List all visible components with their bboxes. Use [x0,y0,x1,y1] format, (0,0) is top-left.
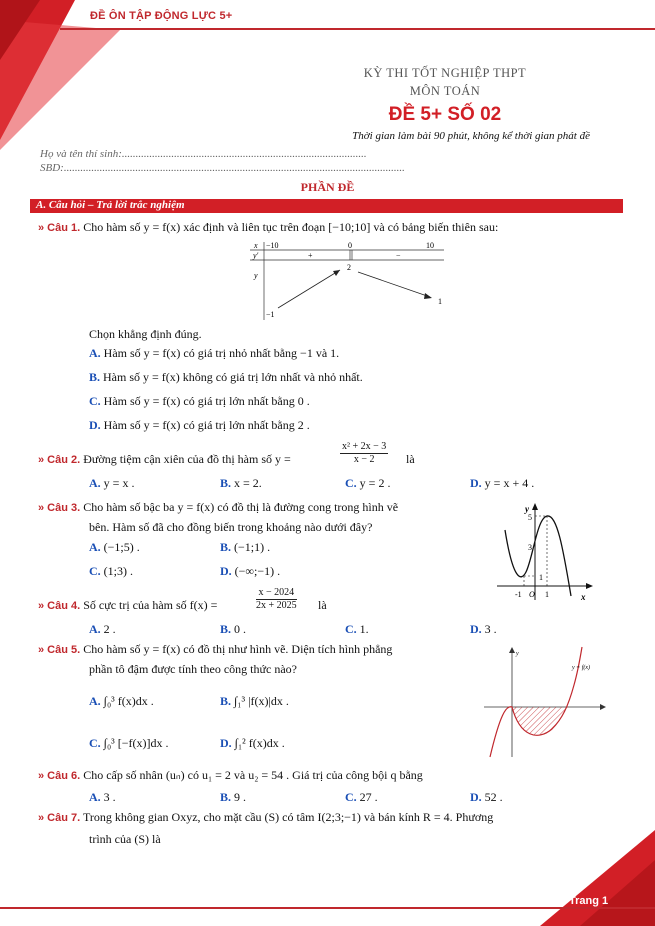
table-y-label: y [254,271,258,280]
time-note: Thời gian làm bài 90 phút, không kể thời gian phát đề [352,130,590,142]
corner-decoration-top [0,0,120,150]
q4-fraction [256,587,297,612]
question-text: Cho hàm số y = f(x) có đồ thị như hình vẽ. Diện tích hình phẳng [83,642,393,656]
option-letter: A. [89,540,101,554]
q2-option-c[interactable] [345,476,390,491]
question-label: » Câu 7. [38,812,81,824]
option-text: (−1;5) . [103,540,140,554]
table-y-val: 1 [438,297,442,306]
option-letter: B. [220,476,232,490]
question-label: » Câu 3. [38,502,81,514]
exam-code: ĐỀ 5+ SỐ 02 [388,104,502,125]
option-letter: C. [89,394,101,408]
q1-prompt: Chọn khẳng định đúng. [89,327,202,341]
option-letter: C. [89,736,101,750]
q3-cubic-graph [495,500,595,602]
q2-option-d[interactable] [470,476,534,491]
option-text: 9 . [234,790,247,804]
page-number: Trang 1 [569,895,609,907]
graph-y-label: y [516,651,519,657]
q5-function-graph [482,645,607,760]
q2-option-a[interactable] [89,476,134,491]
question-6 [38,768,423,784]
table-y-val: 2 [347,263,351,272]
graph-tick-x: -1 [515,590,522,599]
option-text: 3 . [484,622,497,636]
option-text: x = 2. [234,476,262,490]
option-text: 2 . [103,622,116,636]
q5-option-b[interactable] [220,694,289,709]
option-text: (−∞;−1) . [234,564,281,578]
question-text: Cho cấp số nhân (uₙ) có u₁ = 2 và u₂ = 54 . Giá trị của công bội q bằng [83,768,423,782]
option-text: 27 . [359,790,378,804]
option-letter: C. [345,790,357,804]
option-text: Hàm số y = f(x) có giá trị nhỏ nhất bằng −1 và 1. [103,346,340,360]
option-text: ∫₀³ [−f(x)]dx . [103,736,169,750]
table-x-label: x [254,241,258,250]
q5-option-c[interactable] [89,736,169,751]
q4-option-d[interactable] [470,622,497,637]
subject-title: MÔN TOÁN [409,84,481,98]
option-text: Hàm số y = f(x) có giá trị lớn nhất bằng 2 . [103,418,310,432]
question-label: » Câu 1. [38,222,81,234]
option-text: ∫₀³ f(x)dx . [103,694,154,708]
q5-option-d[interactable] [220,736,285,751]
q7-line2: trình của (S) là [89,832,161,846]
question-text: Cho hàm số bậc ba y = f(x) có đồ thị là đường cong trong hình vẽ [83,500,399,514]
q3-option-c[interactable] [89,564,133,579]
option-letter: C. [345,622,357,636]
question-text: Cho hàm số y = f(x) xác định và liên tục trên đoạn [−10;10] và có bảng biến thiên sau: [83,220,499,234]
variation-table [248,240,448,322]
option-letter: A. [89,346,101,360]
candidate-sbd-field: SBD:............................................................................................................................ [40,162,405,174]
option-letter: B. [89,370,101,384]
q2-tail: là [406,452,415,466]
question-2 [38,452,291,468]
option-letter: D. [220,564,232,578]
q4-option-b[interactable] [220,622,246,637]
q6-option-b[interactable] [220,790,246,805]
option-letter: B. [220,790,232,804]
option-letter: B. [220,622,232,636]
graph-origin: O [529,590,535,599]
question-label: » Câu 2. [38,454,81,466]
table-x-val: 0 [348,241,352,250]
candidate-name-field: Họ và tên thí sinh:......................................................................................... [40,148,367,160]
table-sign: − [396,251,401,260]
q3-option-b[interactable] [220,540,270,555]
graph-y-label: y [525,504,529,514]
corner-decoration-bottom [520,830,655,926]
q1-option-b[interactable] [89,370,363,385]
option-text: (−1;1) . [234,540,271,554]
question-1 [38,220,498,236]
q1-option-c[interactable] [89,394,310,409]
option-letter: D. [470,790,482,804]
option-text: (1;3) . [103,564,133,578]
option-letter: B. [220,540,232,554]
question-text: Trong không gian Oxyz, cho mặt cầu (S) có tâm I(2;3;−1) và bán kính R = 4. Phương [82,810,494,824]
table-sign: + [308,251,313,260]
question-5 [38,642,392,658]
q2-fraction [340,441,388,466]
q4-tail: là [318,598,327,612]
question-3 [38,500,398,516]
option-letter: D. [470,622,482,636]
option-text: ∫₁² f(x)dx . [234,736,285,750]
q3-option-a[interactable] [89,540,140,555]
option-letter: A. [89,790,101,804]
option-letter: C. [89,564,101,578]
q6-option-a[interactable] [89,790,116,805]
fraction-numerator: x − 2024 [256,587,297,600]
q3-line2: bên. Hàm số đã cho đồng biến trong khoảng nào dưới đây? [89,520,373,534]
q6-option-c[interactable] [345,790,378,805]
option-letter: A. [89,622,101,636]
q1-option-d[interactable] [89,418,310,433]
graph-x-label: x [581,592,586,602]
option-text: y = 2 . [359,476,391,490]
option-letter: D. [220,736,232,750]
option-letter: A. [89,694,101,708]
graph-tick-x: 1 [545,590,549,599]
fraction-denominator: 2x + 2025 [256,600,297,611]
q4-option-c[interactable] [345,622,369,637]
option-text: y = x . [103,476,135,490]
exam-title: KỲ THI TỐT NGHIỆP THPT [363,66,527,80]
section-bar [30,199,623,213]
option-text: Hàm số y = f(x) không có giá trị lớn nhất và nhỏ nhất. [103,370,363,384]
question-text: Số cực trị của hàm số f(x) = [83,598,218,612]
option-letter: C. [345,476,357,490]
footer-line [0,907,655,909]
graph-tick-y: 5 [528,513,532,522]
question-text: Đường tiệm cận xiên của đồ thị hàm số y = [83,452,291,466]
section-title: A. Câu hỏi – Trả lời trắc nghiệm [36,199,185,211]
question-label: » Câu 6. [38,770,81,782]
table-x-val: −10 [266,241,279,250]
question-label: » Câu 5. [38,644,81,656]
q2-option-b[interactable] [220,476,262,491]
fraction-numerator: x² + 2x − 3 [342,441,387,452]
graph-curve-label: y = f(x) [572,665,591,671]
option-text: 0 . [234,622,247,636]
option-text: 3 . [103,790,116,804]
table-x-val: 10 [426,241,434,250]
question-7 [38,810,493,826]
option-letter: D. [470,476,482,490]
header-line [60,28,655,30]
question-4 [38,598,217,614]
q3-option-d[interactable] [220,564,280,579]
table-y-val: −1 [266,310,275,319]
option-letter: D. [89,418,101,432]
option-text: y = x + 4 . [484,476,535,490]
q1-option-a[interactable] [89,346,339,361]
q5-line2: phần tô đậm được tính theo công thức nào? [89,662,297,676]
q4-option-a[interactable] [89,622,116,637]
graph-tick-y: 3 [528,543,532,552]
graph-tick-y: 1 [539,573,543,582]
option-text: Hàm số y = f(x) có giá trị lớn nhất bằng 0 . [103,394,310,408]
option-letter: B. [220,694,232,708]
fraction-denominator: x − 2 [353,454,375,465]
question-label: » Câu 4. [38,600,81,612]
option-text: 52 . [484,790,503,804]
table-yp-label: y' [253,251,259,260]
header-banner: ĐỀ ÔN TẬP ĐỘNG LỰC 5+ [90,10,233,22]
option-text: 1. [359,622,369,636]
option-letter: A. [89,476,101,490]
option-text: ∫₁³ |f(x)|dx . [234,694,289,708]
q5-option-a[interactable] [89,694,154,709]
part-title: PHẦN ĐỀ [300,180,355,194]
q6-option-d[interactable] [470,790,503,805]
